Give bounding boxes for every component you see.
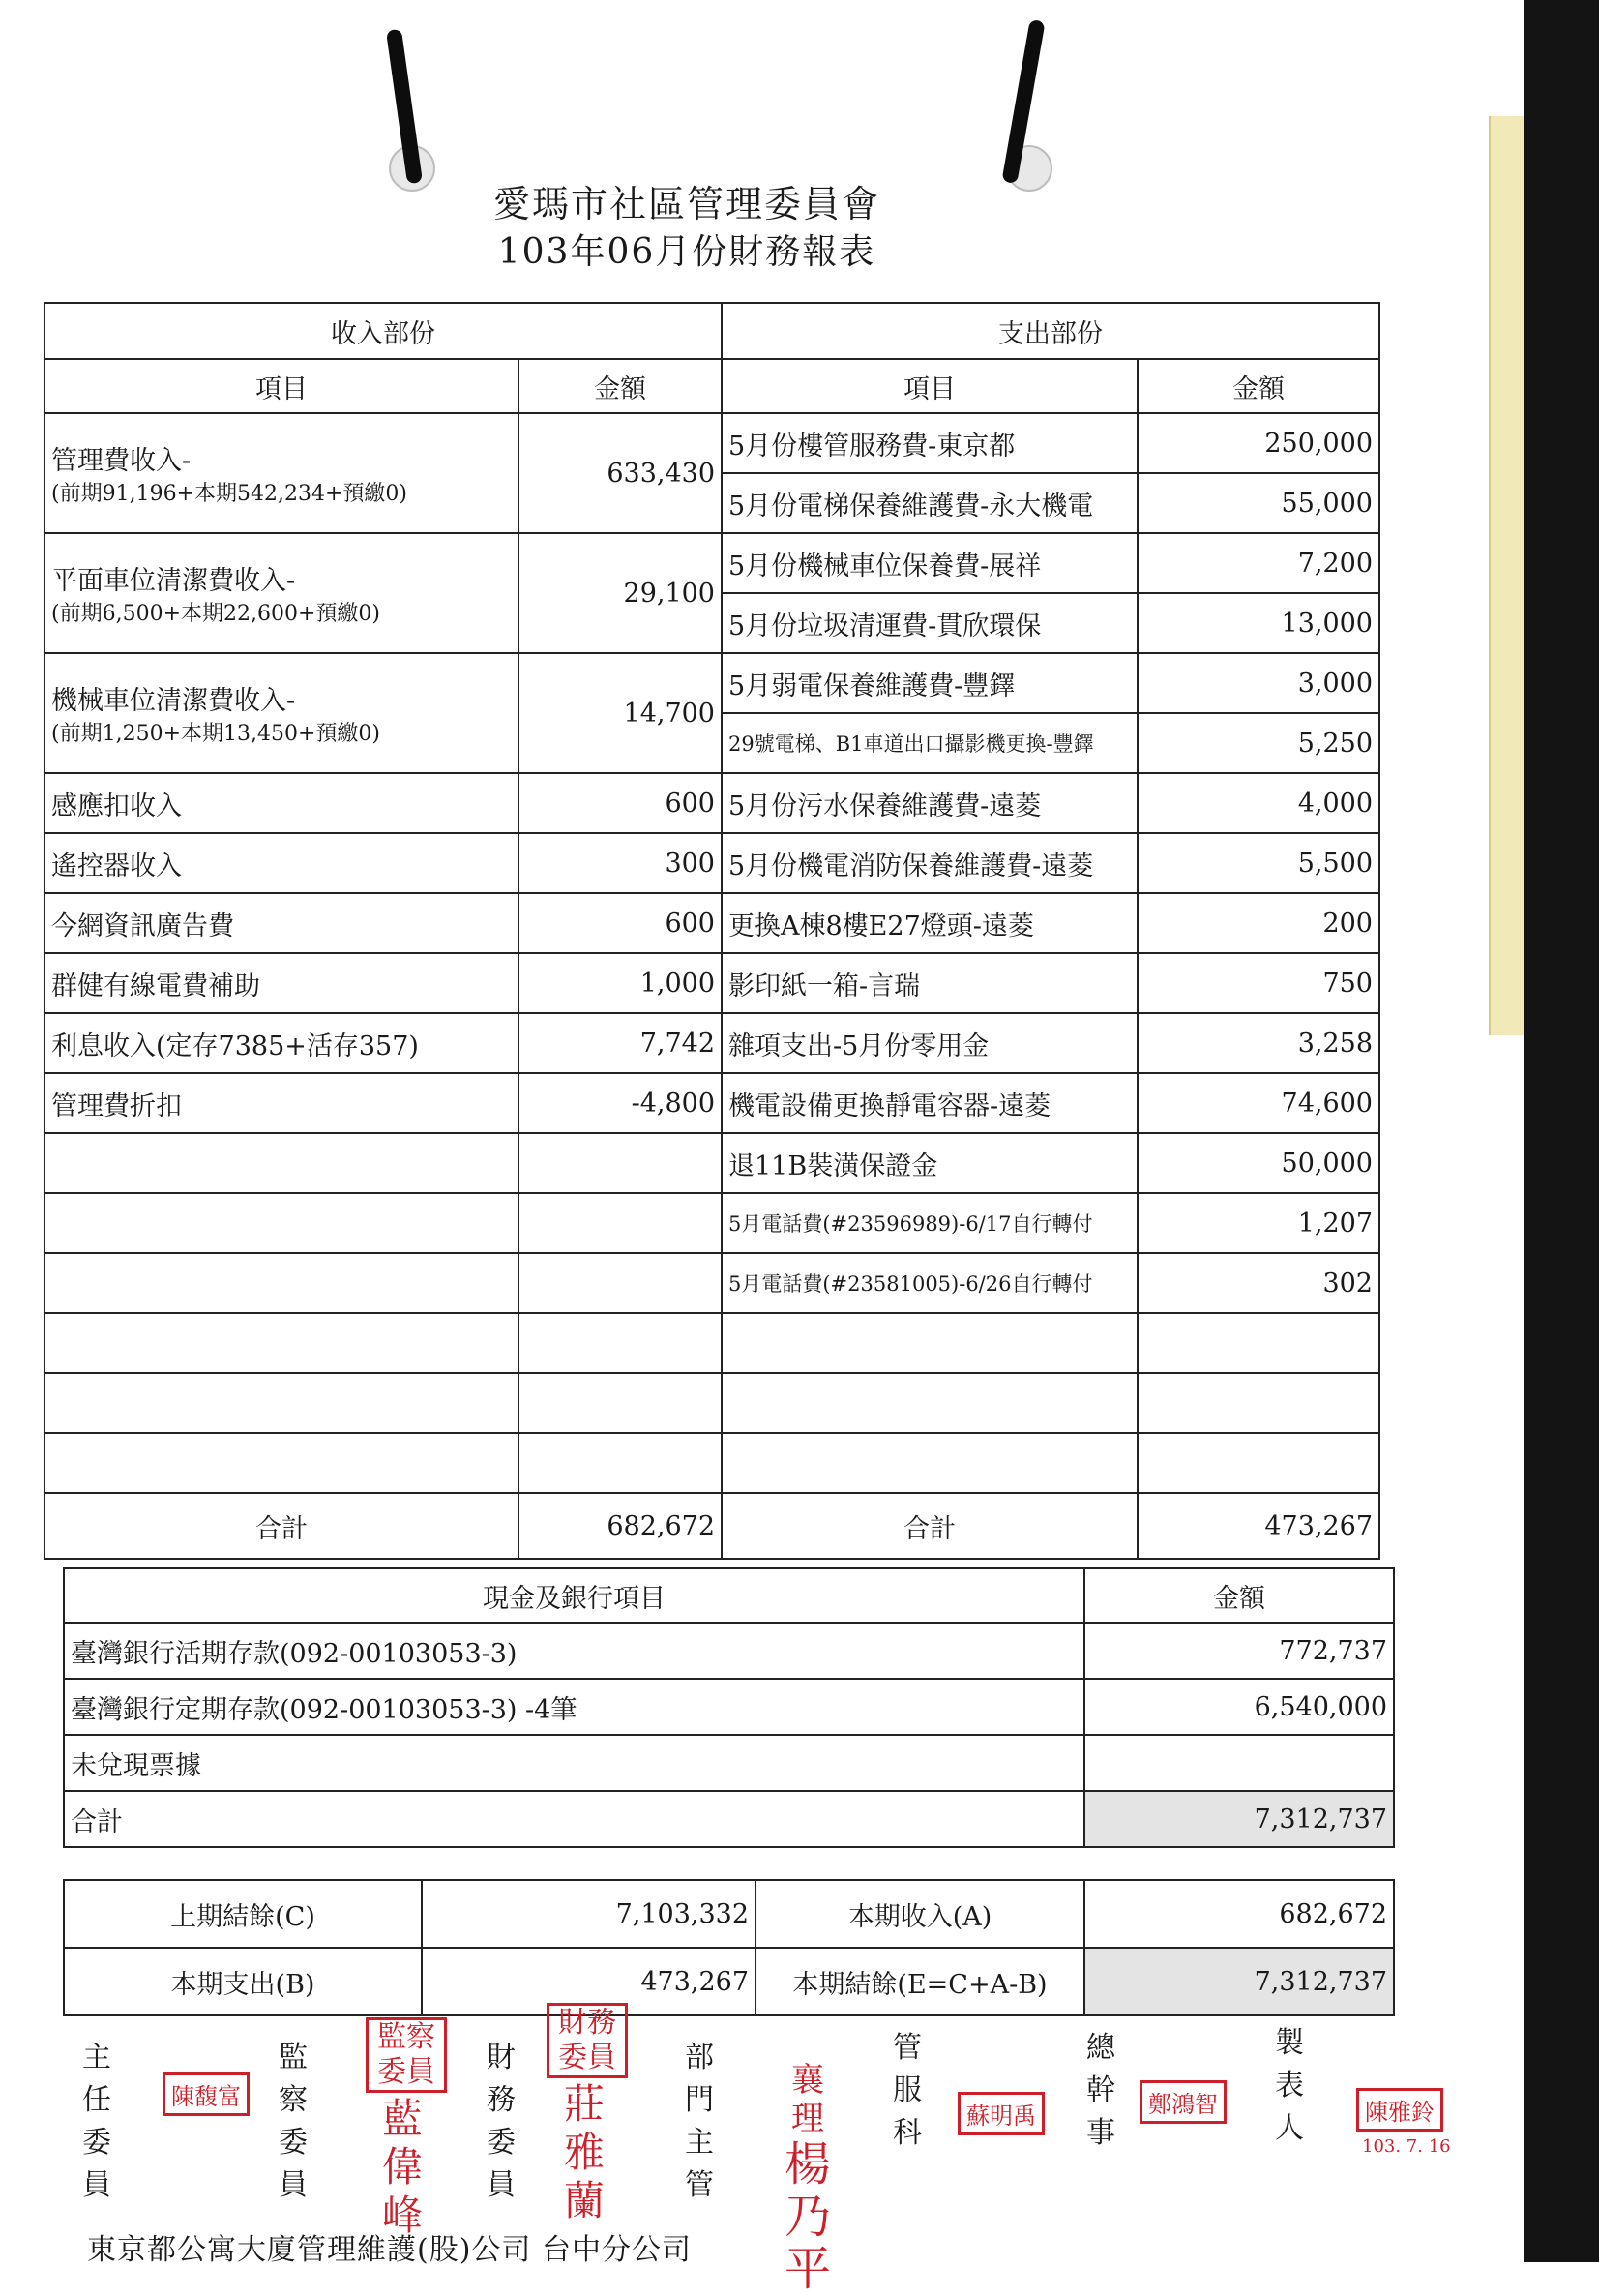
cash-item: 未兌現票據 <box>64 1735 1084 1791</box>
stamp-gm: 鄭鴻智 <box>1140 2080 1227 2124</box>
table-row <box>44 1133 1379 1193</box>
expense-item: 5月份機械車位保養費-展祥 <box>722 533 1138 593</box>
table-row <box>44 1253 1379 1313</box>
expense-item: 5月電話費(#23581005)-6/26自行轉付 <box>722 1253 1138 1313</box>
table-row <box>44 533 1379 593</box>
income-col-item: 項目 <box>44 359 518 413</box>
table-row <box>44 1433 1379 1493</box>
expense-amount: 50,000 <box>1138 1133 1379 1193</box>
cash-amount <box>1084 1735 1394 1791</box>
income-total-label: 合計 <box>44 1493 518 1559</box>
sig-dept-label: 部門主管 <box>685 2041 714 2202</box>
expense-item: 機電設備更換靜電容器-遠菱 <box>722 1073 1138 1133</box>
stamp-dept-title: 襄理 <box>791 2061 824 2138</box>
expense-item: 5月弱電保養維護費-豐鐸 <box>722 653 1138 713</box>
binder-edge <box>1524 0 1599 2262</box>
total-row <box>64 1791 1394 1847</box>
expense-amount: 200 <box>1138 893 1379 953</box>
income-item: 平面車位清潔費收入- (前期6,500+本期22,600+預繳0) <box>44 533 518 653</box>
period-income-label: 本期收入(A) <box>755 1880 1084 1948</box>
expense-amount: 7,200 <box>1138 533 1379 593</box>
prev-balance: 7,103,332 <box>422 1880 755 1948</box>
expense-amount: 302 <box>1138 1253 1379 1313</box>
prev-balance-label: 上期結餘(C) <box>64 1880 422 1948</box>
expense-item: 5月份樓管服務費-東京都 <box>722 413 1138 473</box>
cash-total-label: 合計 <box>64 1791 1084 1847</box>
cash-total: 7,312,737 <box>1084 1791 1394 1847</box>
table-row <box>44 1013 1379 1073</box>
table-row <box>44 1373 1379 1433</box>
income-item: 機械車位清潔費收入- (前期1,250+本期13,450+預繳0) <box>44 653 518 773</box>
expense-total-label: 合計 <box>722 1493 1138 1559</box>
income-amount: 14,700 <box>518 653 722 773</box>
income-item: 遙控器收入 <box>44 833 518 893</box>
expense-item: 影印紙一箱-言瑞 <box>722 953 1138 1013</box>
period-income: 682,672 <box>1084 1880 1394 1948</box>
income-item: 管理費折扣 <box>44 1073 518 1133</box>
report-title: 103年06月份財務報表 <box>497 232 876 272</box>
expense-amount: 4,000 <box>1138 773 1379 833</box>
cash-amount: 6,540,000 <box>1084 1679 1394 1735</box>
income-item: 群健有線電費補助 <box>44 953 518 1013</box>
income-col-amount: 金額 <box>518 359 722 413</box>
income-total: 682,672 <box>518 1493 722 1559</box>
expense-item: 29號電梯、B1車道出口攝影機更換-豐鐸 <box>722 713 1138 773</box>
table-row <box>44 413 1379 473</box>
expense-item: 5月份機電消防保養維護費-遠菱 <box>722 833 1138 893</box>
expense-amount: 5,500 <box>1138 833 1379 893</box>
expense-amount: 250,000 <box>1138 413 1379 473</box>
expense-total: 473,267 <box>1138 1493 1379 1559</box>
stamp-dept-name: 楊乃平 <box>784 2137 831 2296</box>
table-row <box>64 1735 1394 1791</box>
cash-bank-table <box>63 1567 1395 1848</box>
expense-col-item: 項目 <box>722 359 1138 413</box>
expense-item: 雜項支出-5月份零用金 <box>722 1013 1138 1073</box>
income-amount: -4,800 <box>518 1073 722 1133</box>
stamp-supervisor-title: 監察委員 <box>366 2017 447 2093</box>
cash-col-amount: 金額 <box>1084 1568 1394 1623</box>
expense-section-header: 支出部份 <box>722 303 1379 359</box>
table-row <box>44 953 1379 1013</box>
balance-table <box>63 1879 1395 2016</box>
income-item: 今網資訊廣告費 <box>44 893 518 953</box>
expense-amount: 1,207 <box>1138 1193 1379 1253</box>
income-amount: 600 <box>518 773 722 833</box>
cash-item: 臺灣銀行定期存款(092-00103053-3) -4筆 <box>64 1679 1084 1735</box>
expense-item: 退11B裝潢保證金 <box>722 1133 1138 1193</box>
expense-item: 更換A棟8樓E27燈頭-遠菱 <box>722 893 1138 953</box>
sig-supervisor-label: 監察委員 <box>279 2041 308 2202</box>
table-row <box>44 653 1379 713</box>
sig-maker-label: 製表人 <box>1275 2026 1304 2145</box>
expense-item: 5月份垃圾清運費-貫欣環保 <box>722 593 1138 653</box>
table-row <box>44 773 1379 833</box>
period-expense: 473,267 <box>422 1948 755 2015</box>
table-row <box>44 1313 1379 1373</box>
stamp-maker: 陳雅鈴 <box>1356 2088 1443 2132</box>
income-expense-table <box>44 302 1380 1560</box>
income-item: 利息收入(定存7385+活存357) <box>44 1013 518 1073</box>
org-title: 愛瑪市社區管理委員會 <box>492 183 880 225</box>
cash-item: 臺灣銀行活期存款(092-00103053-3) <box>64 1623 1084 1679</box>
expense-amount: 750 <box>1138 953 1379 1013</box>
period-expense-label: 本期支出(B) <box>64 1948 422 2015</box>
income-amount: 1,000 <box>518 953 722 1013</box>
sig-chair-label: 主任委員 <box>82 2041 111 2202</box>
table-row <box>44 1193 1379 1253</box>
end-balance: 7,312,737 <box>1084 1948 1394 2015</box>
income-amount: 600 <box>518 893 722 953</box>
stamp-chair: 陳馥富 <box>163 2072 250 2116</box>
company-footer: 東京都公寓大廈管理維護(股)公司 台中分公司 <box>87 2233 692 2267</box>
table-row <box>44 1073 1379 1133</box>
end-balance-label: 本期結餘(E=C+A-B) <box>755 1948 1084 2015</box>
income-item: 管理費收入- (前期91,196+本期542,234+預繳0) <box>44 413 518 533</box>
stamp-finance-name: 莊雅蘭 <box>563 2080 605 2224</box>
stamp-supervisor-name: 藍偉峰 <box>381 2095 423 2239</box>
stamp-mgmt: 蘇明禹 <box>958 2092 1045 2135</box>
maker-date: 103. 7. 16 <box>1362 2136 1451 2157</box>
table-row <box>44 893 1379 953</box>
expense-item: 5月電話費(#23596989)-6/17自行轉付 <box>722 1193 1138 1253</box>
cash-col-item: 現金及銀行項目 <box>64 1568 1084 1623</box>
income-amount: 300 <box>518 833 722 893</box>
expense-amount: 3,258 <box>1138 1013 1379 1073</box>
income-section-header: 收入部份 <box>44 303 722 359</box>
expense-amount: 3,000 <box>1138 653 1379 713</box>
income-amount: 29,100 <box>518 533 722 653</box>
income-amount: 7,742 <box>518 1013 722 1073</box>
table-row <box>64 1623 1394 1679</box>
expense-item: 5月份電梯保養維護費-永大機電 <box>722 473 1138 533</box>
binder-tab <box>1489 116 1524 1035</box>
cash-amount: 772,737 <box>1084 1623 1394 1679</box>
expense-amount: 55,000 <box>1138 473 1379 533</box>
income-amount: 633,430 <box>518 413 722 533</box>
expense-amount: 5,250 <box>1138 713 1379 773</box>
stamp-finance-title: 財務委員 <box>547 2003 628 2078</box>
table-row <box>44 833 1379 893</box>
expense-amount: 13,000 <box>1138 593 1379 653</box>
sig-gm-label: 總幹事 <box>1086 2031 1115 2150</box>
expense-item: 5月份污水保養維護費-遠菱 <box>722 773 1138 833</box>
expense-col-amount: 金額 <box>1138 359 1379 413</box>
total-row <box>44 1493 1379 1559</box>
sig-finance-label: 財務委員 <box>487 2041 516 2202</box>
income-item: 感應扣收入 <box>44 773 518 833</box>
table-row <box>64 1679 1394 1735</box>
expense-amount: 74,600 <box>1138 1073 1379 1133</box>
sig-mgmt-label: 管服科 <box>893 2031 922 2150</box>
